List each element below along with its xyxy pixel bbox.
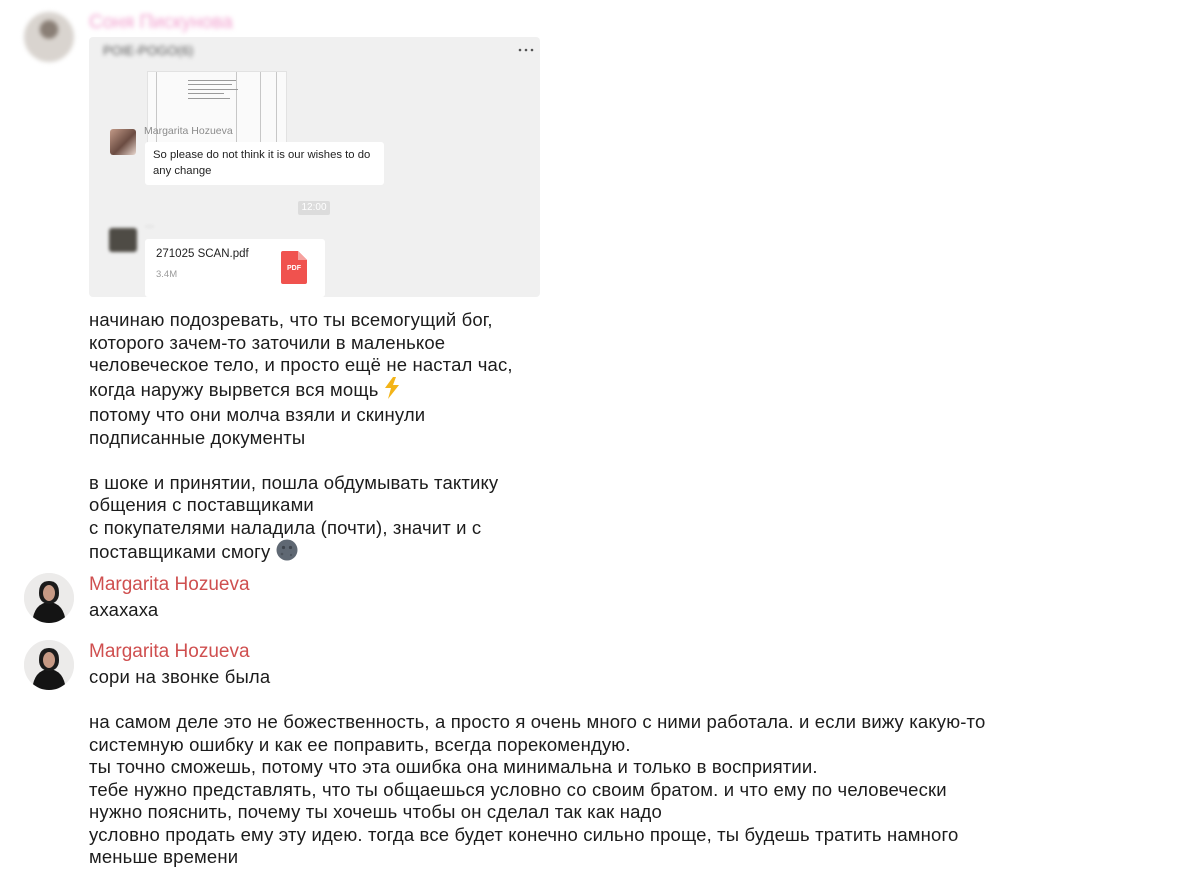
quoted-message-bubble bbox=[145, 142, 384, 185]
message-line bbox=[89, 689, 985, 712]
attached-screenshot[interactable] bbox=[89, 37, 540, 297]
message-line: сори на звонке была bbox=[89, 666, 271, 687]
sender-avatar[interactable] bbox=[24, 12, 74, 62]
message-line: потому что они молча взяли и скинули bbox=[89, 404, 426, 425]
message-line: меньше времени bbox=[89, 846, 239, 867]
sender-name[interactable]: Соня Пискунова bbox=[89, 12, 233, 33]
message-line: общения с поставщиками bbox=[89, 494, 314, 515]
message-line: когда наружу вырвется вся мощь bbox=[89, 378, 379, 400]
message-line bbox=[89, 449, 513, 472]
message-line: начинаю подозревать, что ты всемогущий бог, bbox=[89, 309, 493, 330]
message-text bbox=[89, 309, 513, 567]
file-size: 3.4M bbox=[156, 269, 178, 280]
message-line: с покупателями наладила (почти), значит и с bbox=[89, 516, 482, 538]
quoted-message-text: So please do not think it is our wishes to do any change bbox=[153, 149, 371, 177]
message-line: в шоке и принятии, пошла обдумывать тактику bbox=[89, 471, 499, 493]
sender-avatar[interactable] bbox=[24, 573, 74, 623]
lightning-emoji bbox=[384, 377, 400, 405]
sender-name[interactable]: Margarita Hozueva bbox=[89, 641, 250, 662]
file-attachment-card bbox=[145, 239, 325, 297]
message-line: которого зачем-то заточили в маленькое bbox=[89, 331, 446, 353]
message-line: на самом деле это не божественность, а просто я очень много с ними работала. и если вижу какую-то bbox=[89, 711, 986, 732]
screenshot-chat-title: POIE-POGO(6) bbox=[103, 43, 194, 58]
message-text: ахахаха bbox=[89, 599, 159, 620]
file-sender-name: ··· bbox=[145, 221, 154, 231]
message-line: подписанные документы bbox=[89, 426, 306, 448]
quoted-sender: Margarita Hozueva bbox=[144, 125, 233, 137]
message-line: нужно пояснить, почему ты хочешь чтобы он сделал так как надо bbox=[89, 801, 662, 822]
new-moon-face-emoji bbox=[276, 539, 298, 567]
ellipsis-icon bbox=[518, 41, 534, 56]
pdf-icon-label: PDF bbox=[287, 265, 301, 272]
quoted-avatar bbox=[110, 129, 136, 155]
time-divider: 12:00 bbox=[298, 201, 330, 215]
file-name: 271025 SCAN.pdf bbox=[156, 248, 249, 260]
message-line: тебе нужно представлять, что ты общаешься условно со своим братом. и что ему по человечески bbox=[89, 778, 947, 800]
message-line: поставщиками смогу bbox=[89, 541, 271, 562]
message-line: условно продать ему эту идею. тогда все будет конечно сильно проще, ты будешь тратить намного bbox=[89, 823, 959, 845]
message-line: человеческое тело, и просто ещё не настал час, bbox=[89, 354, 513, 375]
sender-name[interactable]: Margarita Hozueva bbox=[89, 574, 250, 595]
sender-avatar[interactable] bbox=[24, 640, 74, 690]
message-line: ты точно сможешь, потому что эта ошибка она минимальна и только в восприятии. bbox=[89, 756, 818, 777]
message-text bbox=[89, 666, 985, 869]
document-thumbnail bbox=[147, 71, 287, 151]
file-sender-avatar bbox=[109, 228, 137, 252]
message-line: системную ошибку и как ее поправить, всегда порекомендую. bbox=[89, 733, 631, 755]
